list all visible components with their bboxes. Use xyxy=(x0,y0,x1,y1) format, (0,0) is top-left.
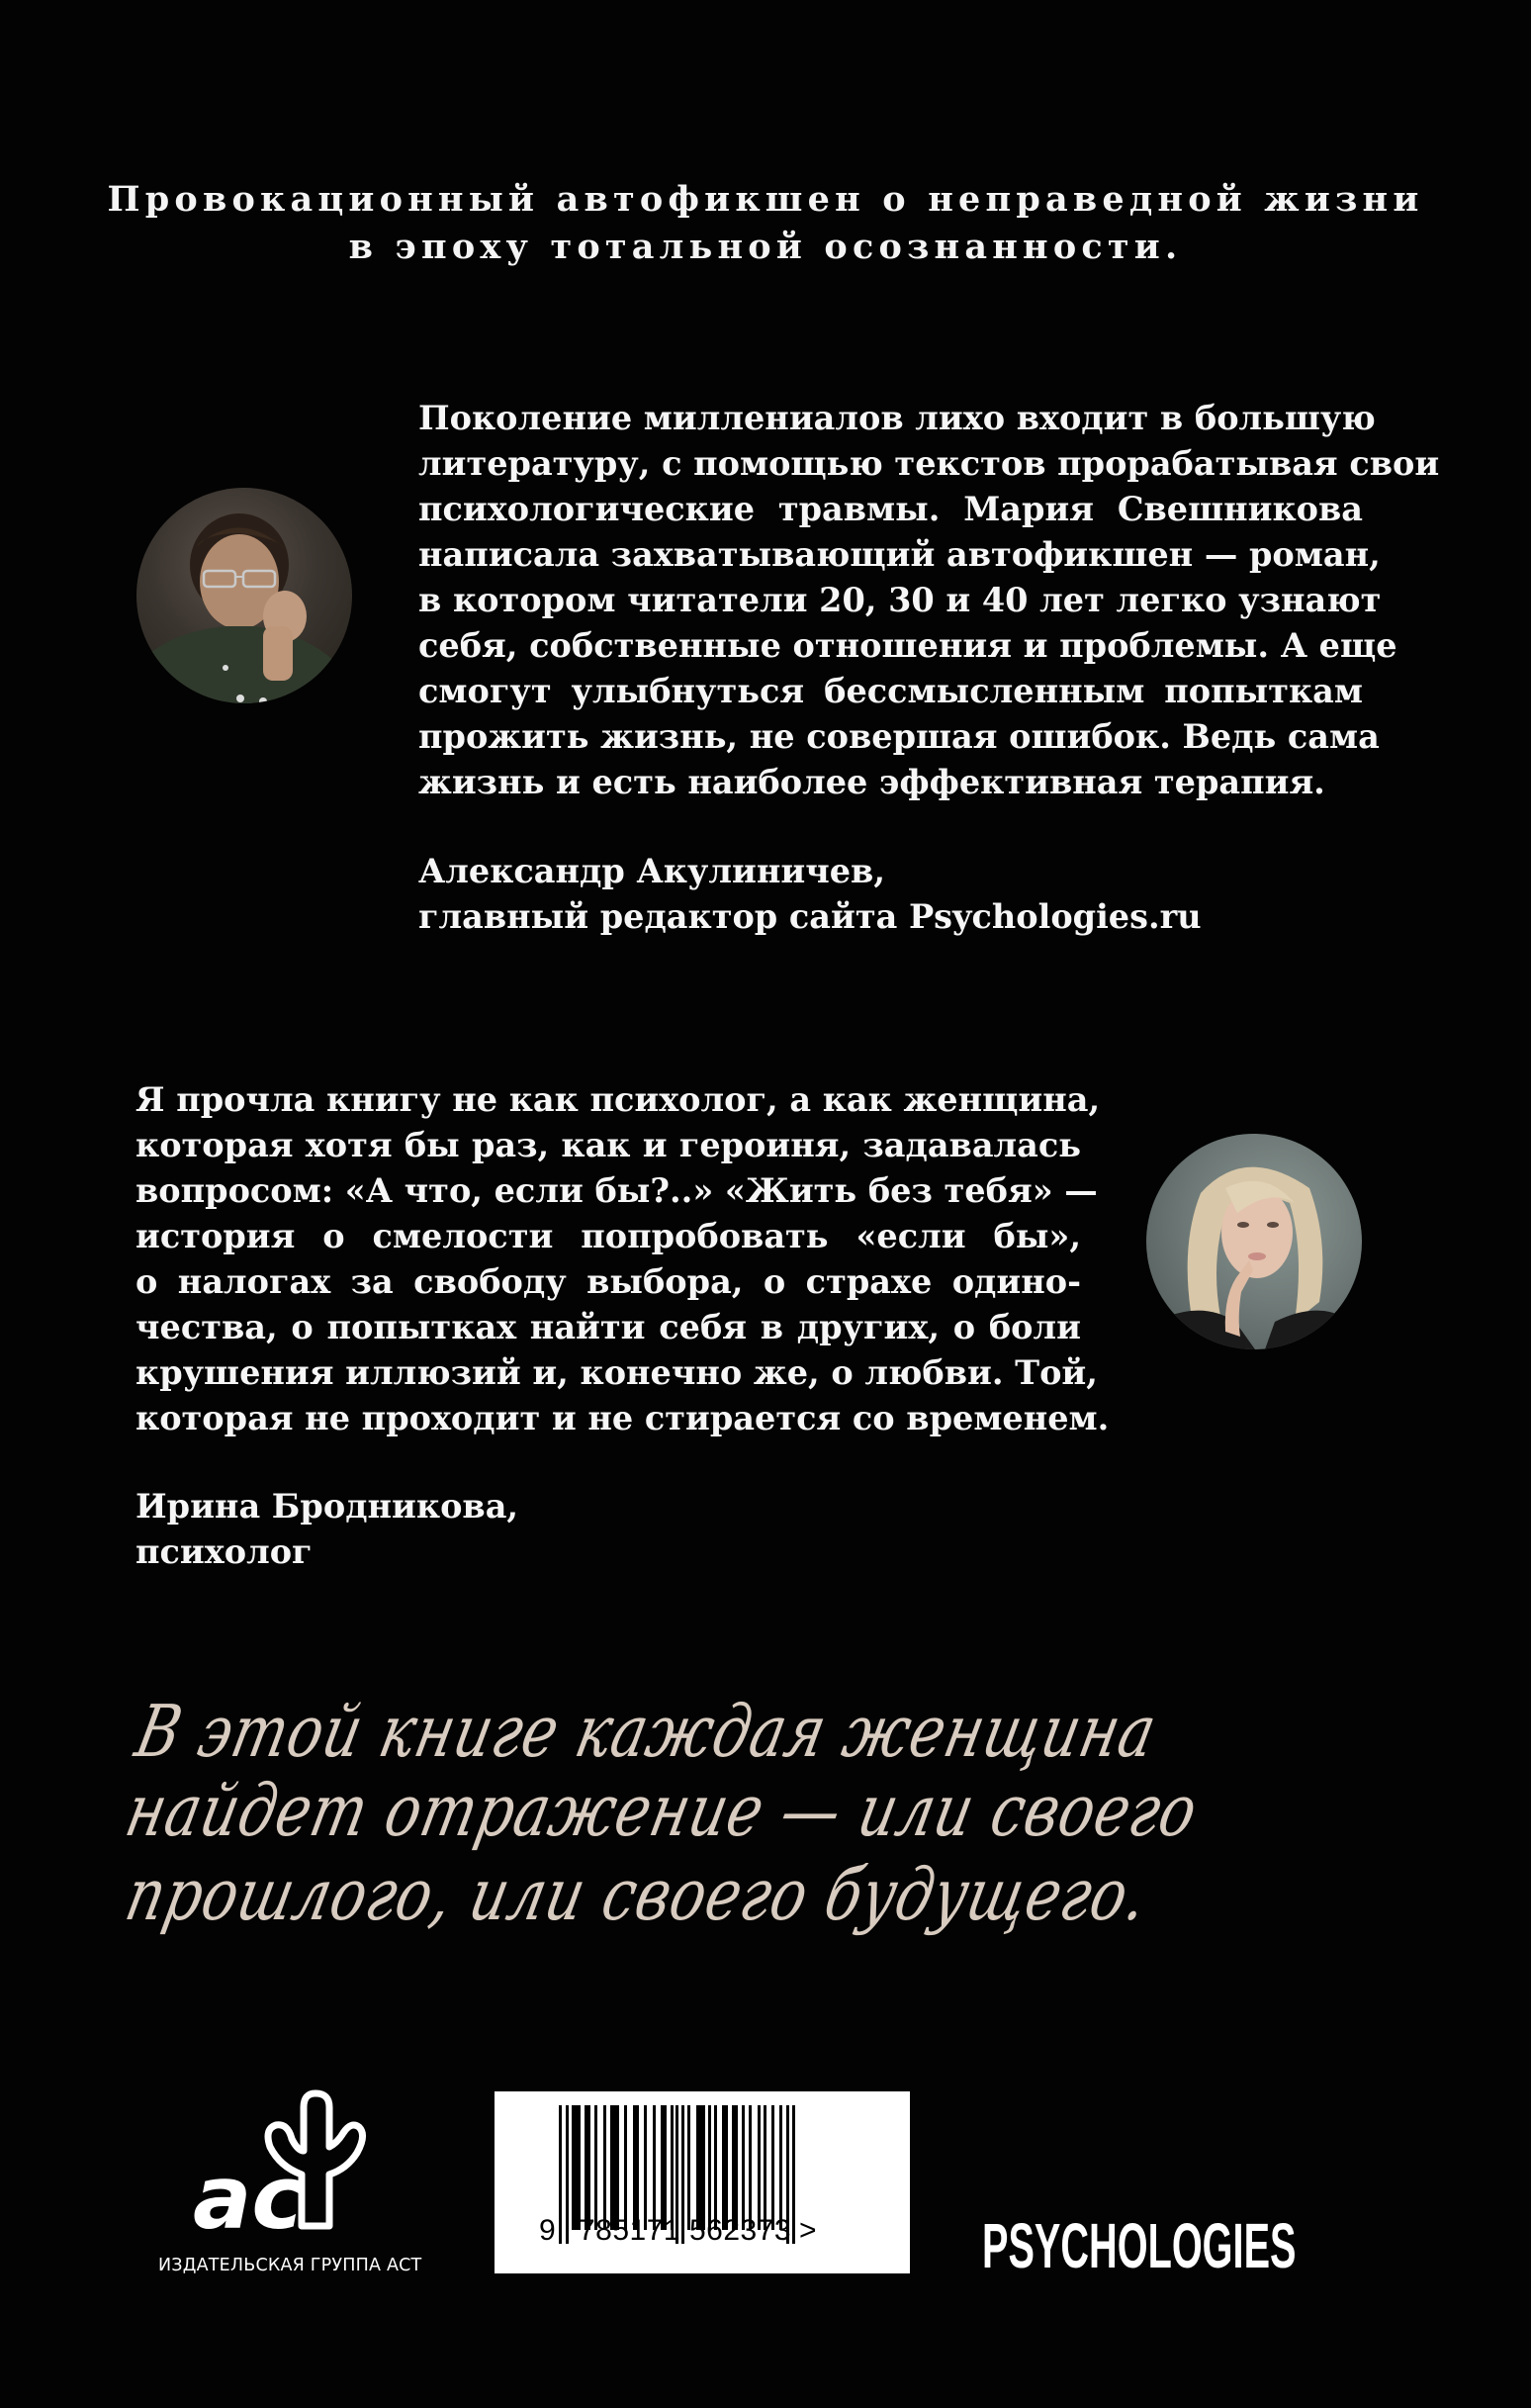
reviewer-2-title: психолог xyxy=(135,1532,313,1571)
review-line: Я прочла книгу не как психолог, а как женщина, xyxy=(135,1080,1101,1119)
review-line: которая хотя бы раз, как и героиня, задавалась xyxy=(135,1126,1081,1164)
tagline-line: в эпоху тотальной осознанности. xyxy=(348,227,1183,267)
review-line: себя, собственные отношения и проблемы. А еще xyxy=(418,626,1397,665)
review-line: литературу, с помощью текстов прорабатывая свои xyxy=(418,444,1440,483)
review-1-attribution xyxy=(418,849,1202,940)
review-line: вопросом: «А что, если бы?..» «Жить без тебя» — xyxy=(135,1171,1098,1210)
reviewer-2-name: Ирина Бродникова, xyxy=(135,1487,519,1526)
review-line: которая не проходит и не стирается со временем. xyxy=(135,1399,1110,1437)
quiet-zone-marker: > xyxy=(799,2214,817,2247)
reviewer-2-avatar xyxy=(1146,1134,1362,1349)
reviewer-1-name: Александр Акулиничев, xyxy=(418,852,885,890)
ast-logo-text: ас xyxy=(193,2147,304,2249)
review-line: крушения иллюзий и, конечно же, о любви. Той, xyxy=(135,1353,1098,1392)
isbn-left-group: 785171 xyxy=(579,2214,681,2247)
woman-portrait-icon xyxy=(1146,1134,1362,1349)
review-line: жизнь и есть наиболее эффективная терапия. xyxy=(418,763,1325,801)
handwritten-quote xyxy=(119,1682,1365,1998)
review-line: в котором читатели 20, 30 и 40 лет легко узнают xyxy=(418,581,1382,619)
review-line: смогут улыбнуться бессмысленным попыткам xyxy=(418,672,1363,710)
tagline xyxy=(0,176,1531,271)
review-line: Поколение миллениалов лихо входит в большую xyxy=(418,399,1376,437)
review-2-attribution xyxy=(135,1484,518,1575)
review-line: прожить жизнь, не совершая ошибок. Ведь сама xyxy=(418,717,1380,756)
review-line: психологические травмы. Мария Свешникова xyxy=(418,490,1363,528)
tagline-line: Провокационный автофикшен о неправедной жизни xyxy=(107,179,1424,220)
review-line: история о смелости попробовать «если бы», xyxy=(135,1217,1081,1255)
man-portrait-icon xyxy=(136,488,352,703)
isbn-right-group: 562373 xyxy=(689,2214,792,2247)
isbn-first-digit: 9 xyxy=(539,2214,556,2247)
ast-publisher-caption: ИЗДАТЕЛЬСКАЯ ГРУППА АСТ xyxy=(158,2256,422,2275)
psychologies-logo: PSYCHOLOGIES xyxy=(982,2210,1297,2281)
review-line: чества, о попытках найти себя в других, о боли xyxy=(135,1308,1081,1346)
review-2-text xyxy=(135,1077,1110,1441)
review-line: о налогах за свободу выбора, о страхе одино- xyxy=(135,1262,1081,1301)
review-line: написала захватывающий автофикшен — роман, xyxy=(418,535,1381,574)
review-1-text xyxy=(418,396,1440,805)
handwritten-line: прошлого, или своего будущего. xyxy=(119,1852,1156,1937)
handwritten-line: В этой книге каждая женщина xyxy=(129,1689,1164,1774)
ast-cactus-logo-icon xyxy=(153,2087,430,2251)
reviewer-1-title: главный редактор сайта Psychologies.ru xyxy=(418,897,1202,936)
reviewer-1-avatar xyxy=(136,488,352,703)
isbn-barcode xyxy=(495,2091,910,2273)
handwritten-line: найдет отражение — или своего xyxy=(119,1768,1206,1853)
